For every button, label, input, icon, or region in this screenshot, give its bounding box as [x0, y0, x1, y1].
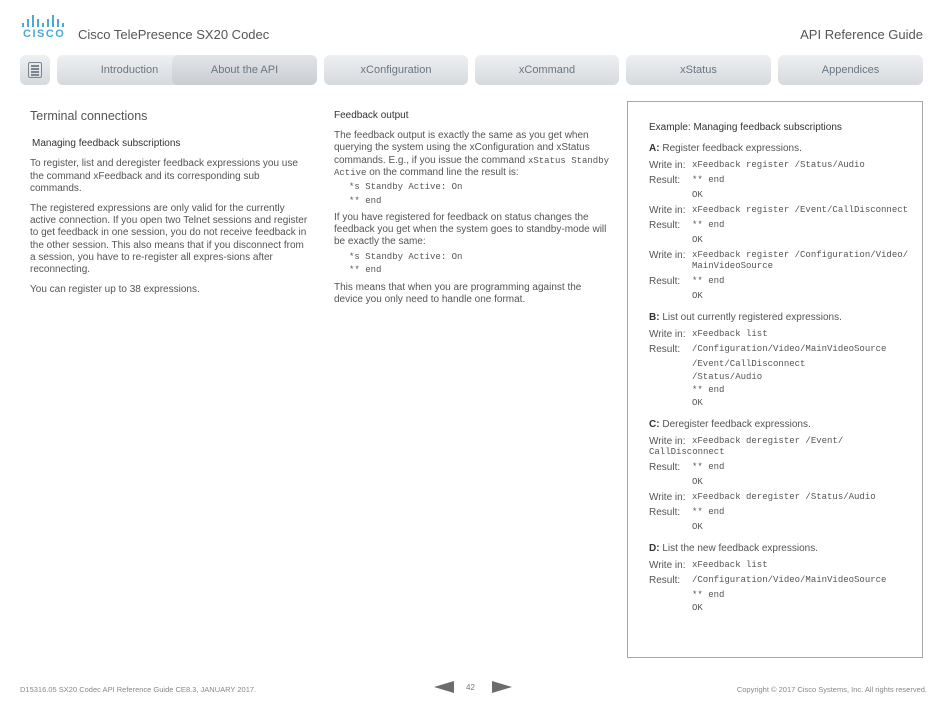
command-text: MainVideoSource — [692, 261, 774, 271]
paragraph: You can register up to 38 expressions. — [30, 284, 200, 296]
write-label: Write in: — [649, 250, 686, 261]
cisco-logo-bars — [22, 15, 64, 27]
cisco-logo-text: CISCO — [23, 28, 66, 40]
previous-page-icon[interactable] — [434, 681, 454, 693]
example-title: Example: Managing feedback subscriptions — [649, 122, 842, 133]
result-text: ** end — [692, 220, 725, 230]
result-label: Result: — [649, 507, 681, 518]
step-text: Register feedback expressions. — [662, 143, 802, 154]
result-label: Result: — [649, 175, 681, 186]
result-text: OK — [692, 522, 703, 532]
code-line: *s Standby Active: On — [349, 182, 463, 193]
write-label: Write in: — [649, 205, 686, 216]
result-row — [649, 344, 919, 355]
result-text: ** end — [692, 462, 725, 472]
tab-xcommand[interactable]: xCommand — [475, 55, 619, 85]
result-label: Result: — [649, 344, 681, 355]
write-row — [649, 560, 919, 571]
command-text: CallDisconnect — [649, 447, 725, 457]
write-row — [649, 436, 919, 447]
code-line: ** end — [349, 265, 382, 276]
example-box — [627, 101, 923, 658]
step-text: List the new feedback expressions. — [662, 543, 818, 554]
result-text: OK — [692, 398, 703, 408]
result-row — [649, 462, 919, 473]
write-row — [649, 250, 919, 261]
copyright: Copyright © 2017 Cisco Systems, Inc. All rights reserved. — [736, 685, 927, 694]
tab-xconfiguration[interactable]: xConfiguration — [324, 55, 468, 85]
paragraph-text: on the command line the result is: — [369, 166, 519, 178]
cisco-logo — [22, 15, 64, 41]
result-label: Result: — [649, 276, 681, 287]
result-row — [649, 220, 919, 231]
command-text: xFeedback register /Event/CallDisconnect — [692, 205, 909, 215]
subheading: Managing feedback subscriptions — [32, 138, 181, 150]
step-text: Deregister feedback expressions. — [662, 419, 811, 430]
paragraph-text: The feedback output is exactly the same as you get when querying the system using the xConfiguration and xStatus commands. E.g., if you issue the command — [334, 130, 590, 166]
inline-code: xStatus Standby Active — [334, 155, 609, 178]
result-row — [649, 507, 919, 518]
middle-column — [334, 110, 609, 314]
result-text: OK — [692, 603, 703, 613]
command-text: xFeedback deregister /Status/Audio — [692, 492, 876, 502]
result-text: /Configuration/Video/MainVideoSource — [692, 575, 887, 585]
page-navigation — [434, 681, 512, 695]
step-a — [649, 143, 919, 154]
result-text: OK — [692, 477, 703, 487]
paragraph: The registered expressions are only valid for the currently active connection. If you open two Telnet sessions and register to get feedback in one session, you do not receive feedback in the other session. This also means that if you disconnect from a session, you have to re-register all expres-sions after reconnecting. — [30, 203, 308, 276]
top-nav — [20, 55, 923, 85]
result-text: ** end — [692, 385, 725, 395]
command-text: xFeedback deregister /Event/ — [692, 436, 844, 446]
example-content — [649, 122, 919, 618]
write-label: Write in: — [649, 492, 686, 503]
left-column — [30, 110, 310, 304]
code-block — [334, 251, 609, 278]
write-label: Write in: — [649, 329, 686, 340]
command-text: xFeedback list — [692, 329, 768, 339]
result-text: OK — [692, 235, 703, 245]
result-text: OK — [692, 291, 703, 301]
code-block — [334, 181, 609, 208]
result-row — [649, 175, 919, 186]
step-letter: A: — [649, 143, 660, 154]
tab-xstatus[interactable]: xStatus — [626, 55, 771, 85]
next-page-icon[interactable] — [492, 681, 512, 693]
table-of-contents-button[interactable] — [20, 55, 50, 85]
result-text: ** end — [692, 175, 725, 185]
result-row — [649, 276, 919, 287]
command-text: xFeedback register /Status/Audio — [692, 160, 865, 170]
paragraph: To register, list and deregister feedback expressions you use the command xFeedback and its corresponding sub commands. — [30, 158, 298, 194]
result-text: /Event/CallDisconnect — [692, 359, 806, 369]
result-label: Result: — [649, 462, 681, 473]
write-row — [649, 492, 919, 503]
code-line: *s Standby Active: On — [349, 251, 463, 262]
product-title: Cisco TelePresence SX20 Codec — [78, 27, 270, 42]
tab-about-the-api[interactable]: About the API — [172, 55, 317, 85]
section-title: Terminal connections — [30, 109, 148, 123]
result-label: Result: — [649, 575, 681, 586]
write-row — [649, 329, 919, 340]
paragraph: If you have registered for feedback on status changes the feedback you get when the system goes to standby-mode will be exactly the same: — [334, 212, 607, 248]
code-line: ** end — [349, 195, 382, 206]
step-letter: D: — [649, 543, 660, 554]
result-label: Result: — [649, 220, 681, 231]
result-text: OK — [692, 190, 703, 200]
result-row — [649, 575, 919, 586]
page-number: 42 — [466, 683, 475, 692]
step-c — [649, 419, 919, 430]
result-text: /Status/Audio — [692, 372, 763, 382]
command-text: xFeedback list — [692, 560, 768, 570]
step-letter: C: — [649, 419, 660, 430]
result-text: ** end — [692, 276, 725, 286]
result-text: /Configuration/Video/MainVideoSource — [692, 344, 887, 354]
result-text: ** end — [692, 590, 725, 600]
document-list-icon — [28, 62, 42, 78]
result-text: ** end — [692, 507, 725, 517]
feedback-output-heading: Feedback output — [334, 110, 409, 121]
tab-appendices[interactable]: Appendices — [778, 55, 923, 85]
write-row — [649, 205, 919, 216]
write-label: Write in: — [649, 560, 686, 571]
write-row — [649, 160, 919, 171]
step-d — [649, 543, 919, 554]
paragraph — [334, 130, 609, 179]
paragraph: This means that when you are programming against the device you only need to handle one format. — [334, 281, 582, 305]
write-label: Write in: — [649, 436, 686, 447]
step-b — [649, 312, 919, 323]
command-text: xFeedback register /Configuration/Video/ — [692, 250, 909, 260]
step-text: List out currently registered expressions. — [662, 312, 842, 323]
write-label: Write in: — [649, 160, 686, 171]
document-id: D15316.05 SX20 Codec API Reference Guide CE8.3, JANUARY 2017. — [20, 685, 257, 694]
tab-introduction[interactable]: Introduction — [57, 55, 202, 85]
guide-title: API Reference Guide — [800, 27, 923, 42]
step-letter: B: — [649, 312, 660, 323]
